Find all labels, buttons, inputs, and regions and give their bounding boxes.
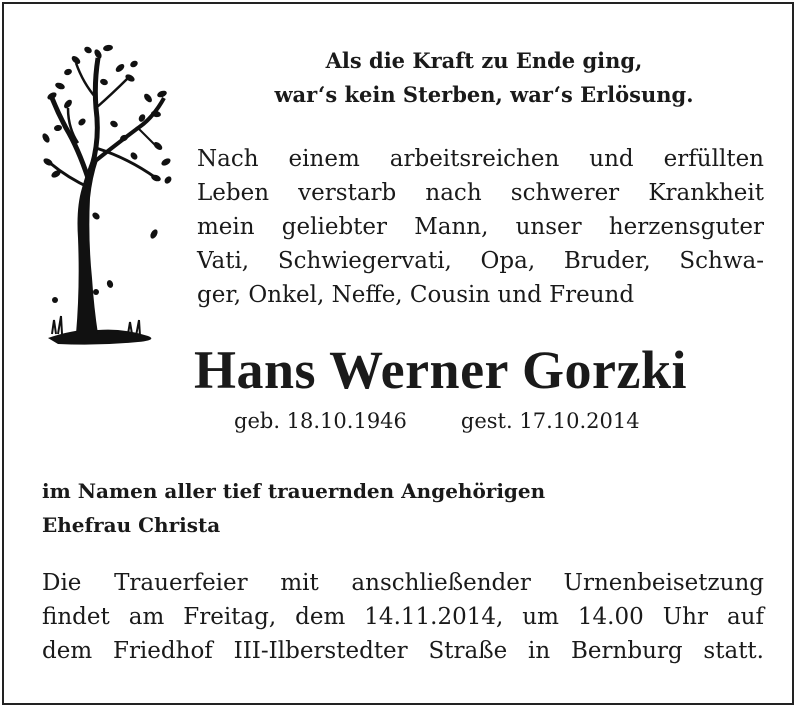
deceased-name: Hans Werner Gorzki	[194, 340, 687, 400]
intro-line: Leben verstarb nach schwerer Krankheit	[197, 180, 764, 206]
signers	[42, 474, 782, 542]
signers-line: im Namen aller tief trauernden Angehörigen	[42, 479, 546, 503]
ceremony-line: findet am Freitag, dem 14.11.2014, um 14.00 Uhr auf	[42, 604, 764, 630]
death-date: gest. 17.10.2014	[460, 409, 640, 433]
motto-line: war‘s kein Sterben, war‘s Erlösung.	[274, 82, 694, 107]
obituary-notice	[2, 2, 794, 705]
intro-line: mein geliebter Mann, unser herzensguter	[197, 214, 764, 240]
ceremony-line: Die Trauerfeier mit anschließender Urnenbeisetzung	[42, 570, 764, 596]
ceremony-text	[42, 566, 764, 668]
signers-line: Ehefrau Christa	[42, 513, 221, 537]
tree-illustration-icon	[38, 38, 178, 350]
life-dates	[234, 404, 640, 438]
birth-date: geb. 18.10.1946	[234, 409, 407, 433]
intro-line: Nach einem arbeitsreichen und erfüllten	[197, 146, 764, 172]
motto	[204, 44, 764, 112]
motto-line: Als die Kraft zu Ende ging,	[325, 48, 643, 73]
ceremony-line: dem Friedhof III-Ilberstedter Straße in Bernburg statt.	[42, 638, 764, 664]
intro-text	[197, 142, 764, 312]
intro-line: Vati, Schwiegervati, Opa, Bruder, Schwa-	[197, 248, 764, 274]
intro-line: ger, Onkel, Neffe, Cousin und Freund	[197, 282, 635, 308]
